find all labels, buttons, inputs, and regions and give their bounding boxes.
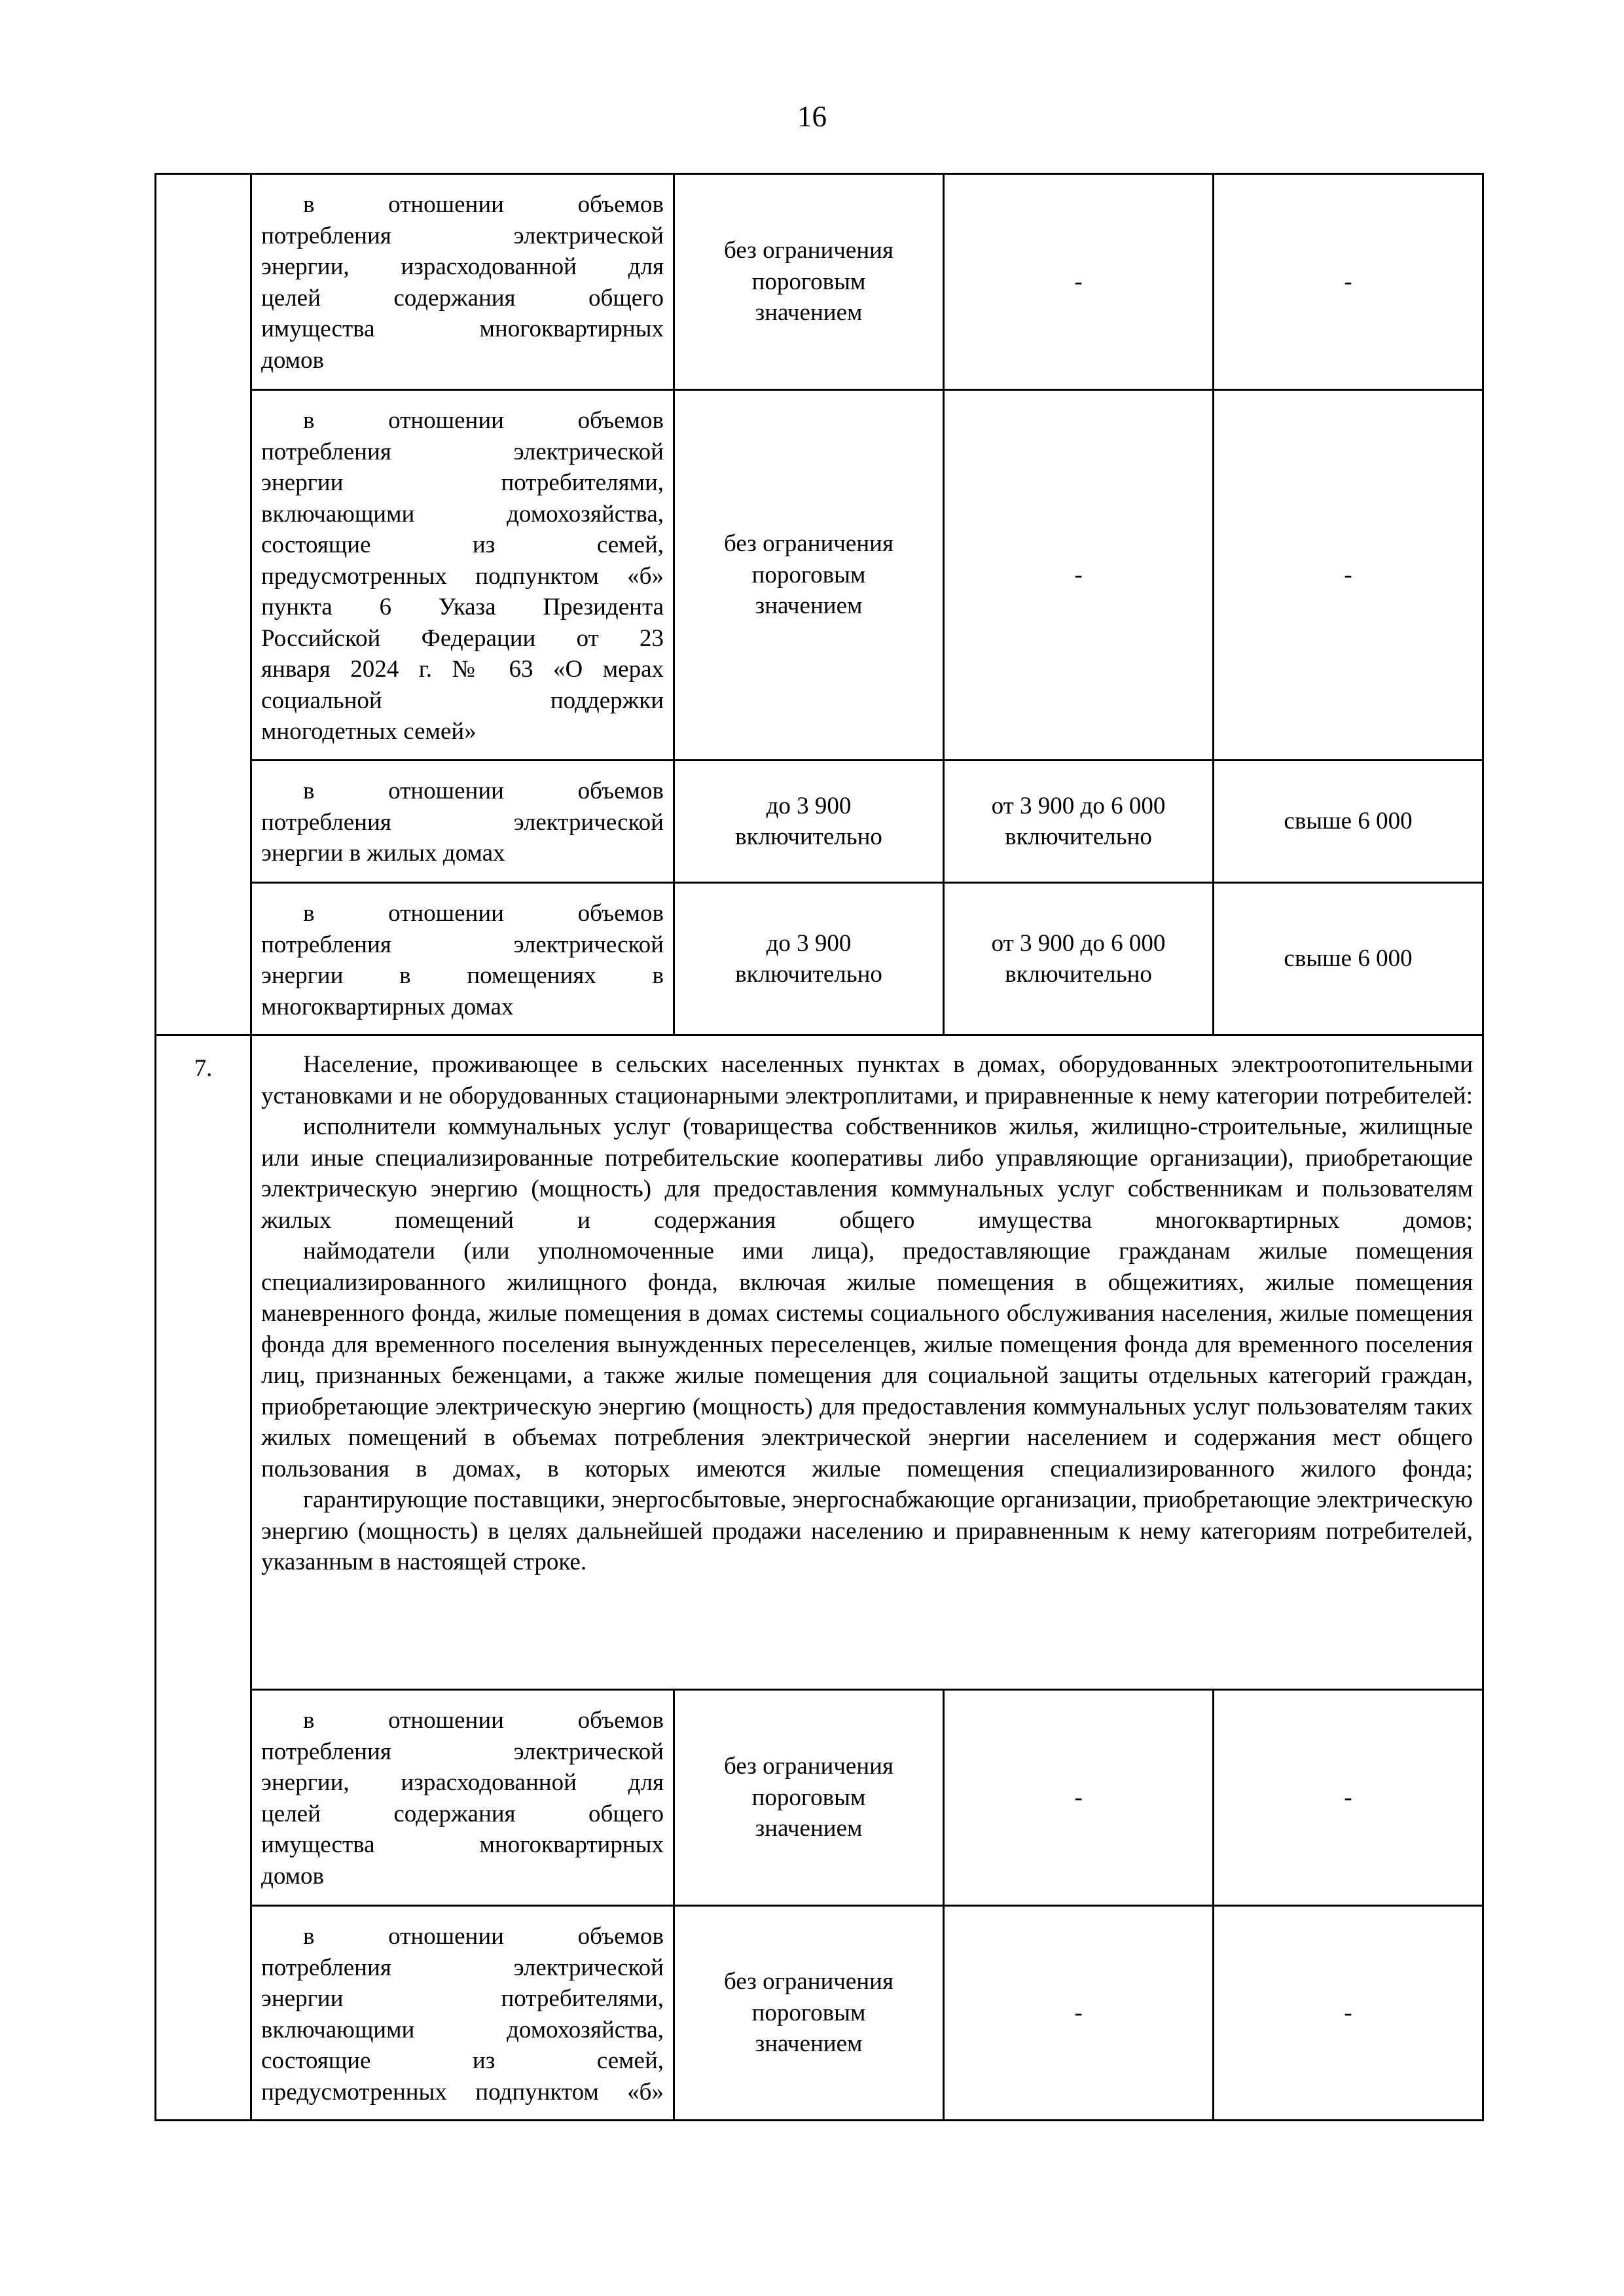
threshold-range-3: - — [1214, 1690, 1483, 1906]
threshold-range-3: - — [1214, 1906, 1483, 2121]
description-paragraph: наймодатели (или уполномоченные ими лица), предоставляющие гражданам жилые помещения специализированного жилищного фонда, включая жилые помещения в общежитиях, жилые помещения маневренного фонда, жилые помещения в домах системы социального обслуживания населения, жилые помещения фонда для временного поселения вынужденных переселенцев, жилые помещения фонда для временного поселения лиц, признанных беженцами, а также жилые помещения для социальной защиты отдельных категорий граждан, приобретающие электрическую энергию (мощность) для предоставления коммунальных услуг пользователям таких жилых помещений в объемах потребления электрической энергии населением и содержания мест общего пользования в домах, в которых имеются жилые помещения специализированного жилого фонда; — [261, 1238, 1473, 1482]
category-line: Российской Федерации от 23 — [261, 624, 664, 652]
table-row — [156, 883, 1483, 1035]
threshold-range-2: - — [944, 390, 1214, 761]
threshold-range-1 — [674, 883, 944, 1035]
category-line: энергии потребителями, — [261, 469, 664, 496]
range-line: пороговым — [751, 1784, 866, 1811]
category-line: состоящие из семей, — [261, 531, 664, 558]
category-line: энергии в жилых домах — [261, 840, 505, 867]
range-line: значением — [755, 299, 863, 327]
consumption-category-cell — [251, 1906, 674, 2121]
category-line: целей содержания общего — [261, 284, 664, 312]
consumption-category-cell — [251, 174, 674, 390]
category-line: энергии, израсходованной для — [261, 253, 664, 280]
range-line: значением — [755, 1815, 863, 1842]
range-line: до 3 900 — [766, 929, 852, 957]
range-line: без ограничения — [724, 237, 893, 264]
range-line: пороговым — [751, 268, 866, 295]
consumption-category-cell — [251, 1690, 674, 1906]
range-line: значением — [755, 592, 863, 620]
category-line: домов — [261, 346, 325, 374]
category-line: многоквартирных домах — [261, 993, 514, 1020]
category-line: многодетных семей» — [261, 718, 477, 745]
range-line: от 3 900 до 6 000 — [991, 929, 1166, 957]
range-line: от 3 900 до 6 000 — [991, 792, 1166, 819]
row-number-cell — [156, 174, 251, 1035]
table-row — [156, 1690, 1483, 1906]
threshold-range-1 — [674, 174, 944, 390]
threshold-range-2 — [944, 761, 1214, 883]
threshold-range-2: - — [944, 1906, 1214, 2121]
category-line: имущества многоквартирных — [261, 315, 664, 342]
description-paragraph: исполнители коммунальных услуг (товарищества собственников жилья, жилищно-строительные, жилищные или иные специализированные потребительские кооперативы либо управляющие организации), приобретающие электрическую энергию (мощность) для предоставления коммунальных услуг собственникам и пользователям жилых помещений и содержания общего имущества многоквартирных домов; — [261, 1113, 1473, 1234]
range-line: включительно — [1005, 961, 1152, 988]
table-row — [156, 1906, 1483, 2121]
category-line: в отношении объемов — [303, 191, 664, 218]
category-line: социальной поддержки — [261, 687, 664, 714]
threshold-range-3: - — [1214, 390, 1483, 761]
consumption-category-cell — [251, 883, 674, 1035]
category-line: целей содержания общего — [261, 1800, 664, 1827]
table-row — [156, 761, 1483, 883]
category-line: пункта 6 Указа Президента — [261, 594, 664, 620]
threshold-range-1 — [674, 390, 944, 761]
category-line: предусмотренных подпунктом «б» — [261, 2078, 664, 2106]
category-line: состоящие из семей, — [261, 2047, 664, 2074]
range-line: значением — [755, 2030, 863, 2058]
range-line: без ограничения — [724, 1753, 893, 1780]
category-line: потребления электрической — [261, 808, 664, 836]
range-line: пороговым — [751, 561, 866, 588]
table-row — [156, 1035, 1483, 1690]
category-line: потребления электрической — [261, 931, 664, 958]
threshold-range-3: - — [1214, 174, 1483, 390]
category-line: потребления электрической — [261, 1738, 664, 1765]
category-line: имущества многоквартирных — [261, 1831, 664, 1858]
category-line: потребления электрической — [261, 222, 664, 249]
category-line: энергии, израсходованной для — [261, 1769, 664, 1796]
consumption-category-cell — [251, 390, 674, 761]
category-line: января 2024 г. № 63 «О мерах — [261, 656, 664, 683]
range-line: до 3 900 — [766, 792, 852, 819]
threshold-range-2: - — [944, 174, 1214, 390]
range-line: без ограничения — [724, 1968, 893, 1996]
section-7-description — [251, 1035, 1483, 1690]
table-row — [156, 390, 1483, 761]
page-number: 16 — [797, 100, 827, 133]
category-line: в отношении объемов — [303, 407, 664, 434]
range-line: без ограничения — [724, 530, 893, 558]
category-line: домов — [261, 1862, 325, 1890]
category-line: потребления электрической — [261, 1954, 664, 1981]
threshold-range-1 — [674, 1906, 944, 2121]
category-line: потребления электрической — [261, 438, 664, 465]
consumption-category-cell — [251, 761, 674, 883]
threshold-range-2 — [944, 883, 1214, 1035]
description-paragraph: гарантирующие поставщики, энергосбытовые, энергоснабжающие организации, приобретающие электрическую энергию (мощность) в целях дальнейшей продажи населению и приравненным к нему категориям потребителей, указанным в настоящей строке. — [261, 1486, 1473, 1575]
category-line: в отношении объемов — [303, 900, 664, 927]
category-line: в отношении объемов — [303, 1923, 664, 1950]
category-line: предусмотренных подпунктом «б» — [261, 562, 664, 590]
threshold-range-3: свыше 6 000 — [1214, 761, 1483, 883]
category-line: энергии в помещениях в — [261, 962, 664, 989]
category-line: включающими домохозяйства, — [261, 2016, 664, 2043]
threshold-range-1 — [674, 761, 944, 883]
category-line: включающими домохозяйства, — [261, 500, 664, 528]
description-paragraph: Население, проживающее в сельских населенных пунктах в домах, оборудованных электроотопительными установками и не оборудованных стационарными электроплитами, и приравненные к нему категории потребителей: — [261, 1051, 1473, 1109]
table-row — [156, 174, 1483, 390]
category-line: в отношении объемов — [303, 778, 664, 804]
range-line: пороговым — [751, 1999, 866, 2026]
row-number-cell: 7. — [156, 1035, 251, 2121]
range-line: включительно — [735, 961, 882, 988]
tariff-table — [154, 173, 1484, 2121]
range-line: включительно — [1005, 823, 1152, 850]
range-line: включительно — [735, 823, 882, 850]
threshold-range-2: - — [944, 1690, 1214, 1906]
threshold-range-1 — [674, 1690, 944, 1906]
category-line: в отношении объемов — [303, 1707, 664, 1734]
threshold-range-3: свыше 6 000 — [1214, 883, 1483, 1035]
category-line: энергии потребителями, — [261, 1985, 664, 2012]
